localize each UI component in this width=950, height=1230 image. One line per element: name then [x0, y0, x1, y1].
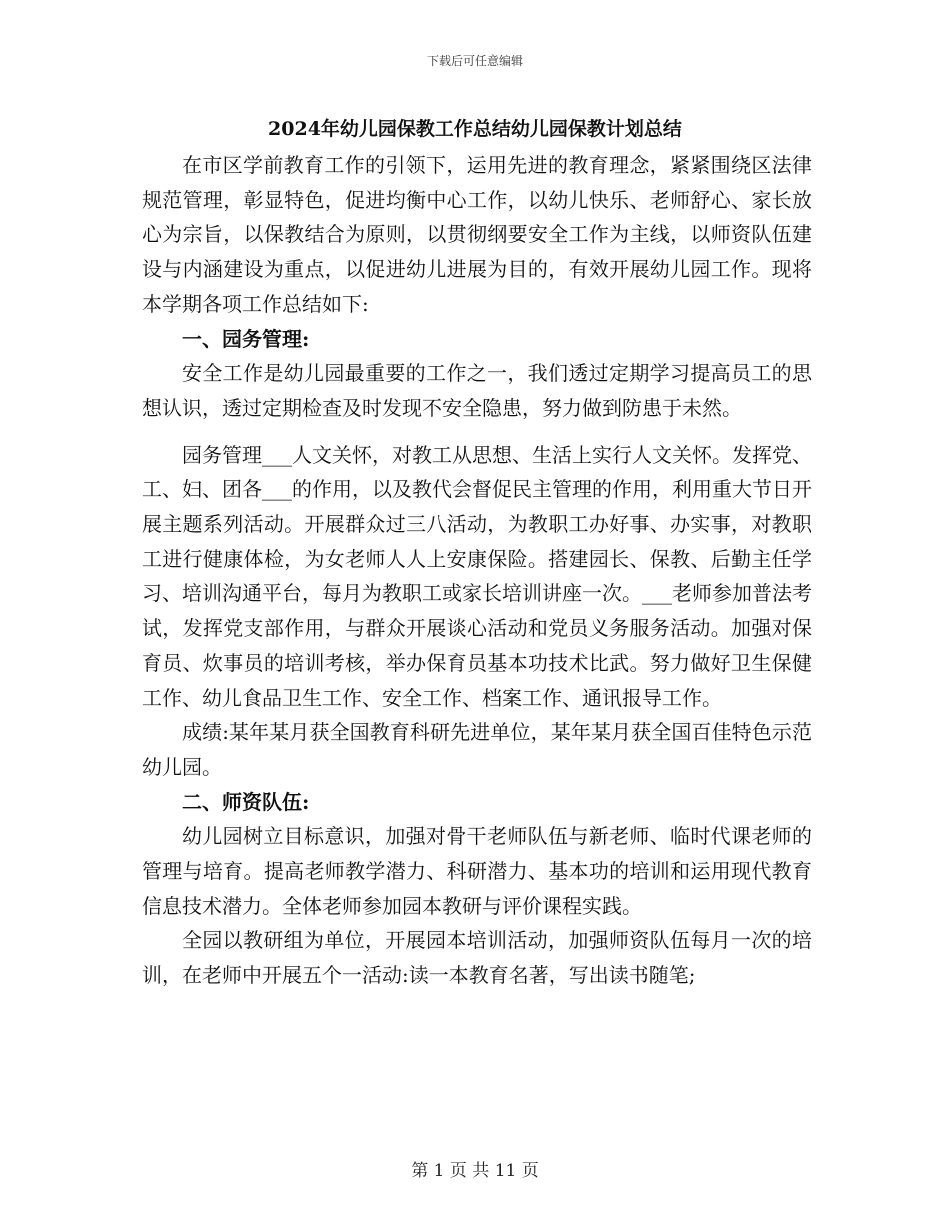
training-paragraph: 全园以教研组为单位，开展园本培训活动，加强师资队伍每月一次的培训，在老师中开展五个一活动:读一本教育名著，写出读书随笔; [142, 928, 812, 988]
staff-goals-paragraph: 幼儿园树立目标意识，加强对骨干老师队伍与新老师、临时代课老师的管理与培育。提高老师教学潜力、科研潜力、基本功的培训和运用现代教育信息技术潜力。全体老师参加园本教研与评价课程实践。 [142, 824, 812, 918]
management-paragraph: 园务管理___人文关怀，对教工从思想、生活上实行人文关怀。发挥党、工、妇、团各___的作用，以及教代会督促民主管理的作用，利用重大节日开展主题系列活动。开展群众过三八活动，为教职工办好事、办实事，对教职工进行健康体检，为女老师人人上安康保险。搭建园长、保教、后勤主任学习、培训沟通平台，每月为教职工或家长培训讲座一次。___老师参加普法考试，发挥党支部作用，与群众开展谈心活动和党员义务服务活动。加强对保育员、炊事员的培训考核，举办保育员基本功技术比武。努力做好卫生保健工作、幼儿食品卫生工作、安全工作、档案工作、通讯报导工作。 [142, 442, 812, 710]
page-header-note: 下载后可任意编辑 [426, 54, 523, 68]
document-title: 2024年幼儿园保教工作总结幼儿园保教计划总结 [268, 118, 682, 140]
safety-paragraph: 安全工作是幼儿园最重要的工作之一，我们透过定期学习提高员工的思想认识，透过定期检查及时发现不安全隐患，努力做到防患于未然。 [142, 361, 812, 420]
section-heading-teaching-staff: 二、师资队伍: [182, 789, 310, 814]
section-heading-garden-management: 一、园务管理: [182, 326, 310, 351]
intro-paragraph: 在市区学前教育工作的引领下，运用先进的教育理念，紧紧围绕区法律规范管理，彰显特色，促进均衡中心工作，以幼儿快乐、老师舒心、家长放心为宗旨，以保教结合为原则，以贯彻纲要安全工作为主线，以师资队伍建设与内涵建设为重点，以促进幼儿进展为目的，有效开展幼儿园工作。现将本学期各项工作总结如下: [142, 153, 812, 316]
achievements-paragraph: 成绩:某年某月获全国教育科研先进单位，某年某月获全国百佳特色示范幼儿园。 [142, 720, 812, 779]
page-footer-number: 第 1 页 共 11 页 [411, 1161, 539, 1181]
document-body [142, 148, 812, 993]
